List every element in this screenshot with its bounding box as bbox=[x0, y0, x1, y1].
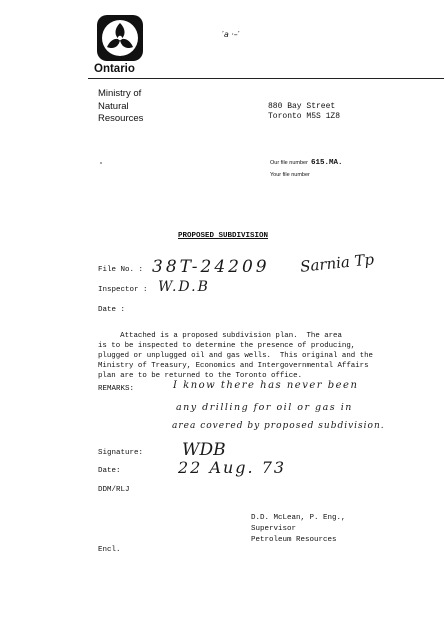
inspector-value: W.D.B bbox=[158, 279, 210, 295]
address-line: 880 Bay Street bbox=[268, 102, 336, 111]
signature-label: Signature: bbox=[98, 449, 144, 457]
remarks-line: area covered by proposed subdivision. bbox=[172, 421, 385, 431]
address-line: Toronto M5S 1Z8 bbox=[268, 112, 341, 121]
instructions-paragraph bbox=[98, 331, 398, 381]
typist-initials: DDM/RLJ bbox=[98, 486, 130, 494]
signoff-line: Supervisor bbox=[251, 525, 297, 533]
inspector-label: Inspector : bbox=[98, 286, 148, 294]
signoff-line: Petroleum Resources bbox=[251, 536, 337, 544]
remarks-line: I know there has never been bbox=[173, 380, 359, 391]
paragraph-line: plan are to be returned to the Toronto office. bbox=[98, 372, 303, 380]
signoff-line: D.D. McLean, P. Eng., bbox=[251, 514, 346, 522]
remarks-line: any drilling for oil or gas in bbox=[176, 402, 353, 413]
file-no-note: Sarnia Tp bbox=[299, 250, 375, 276]
paragraph-line: Attached is a proposed subdivision plan. The area bbox=[98, 332, 342, 340]
our-file-value: 615.MA. bbox=[310, 159, 343, 167]
ministry-name bbox=[98, 88, 143, 126]
date-label: Date : bbox=[98, 306, 126, 314]
stray-dot bbox=[100, 162, 102, 164]
file-reference bbox=[270, 157, 342, 181]
ministry-line: Natural bbox=[98, 100, 129, 112]
your-file-label: Your file number bbox=[270, 172, 310, 178]
enclosure: Encl. bbox=[98, 546, 121, 554]
org-name: Ontario bbox=[94, 63, 135, 75]
remarks-label: REMARKS: bbox=[98, 385, 135, 393]
file-no-value: 38T-24209 bbox=[152, 257, 270, 277]
address bbox=[268, 102, 340, 122]
our-file-label: Our file number bbox=[270, 160, 308, 166]
paragraph-line: Ministry of Treasury, Economics and Intergovernmental Affairs bbox=[98, 362, 369, 370]
signature-date-label: Date: bbox=[98, 467, 121, 475]
signoff-block bbox=[251, 513, 346, 546]
header-rule bbox=[88, 78, 444, 79]
paragraph-line: plugged or unplugged oil and gas wells. This original and the bbox=[98, 352, 373, 360]
paragraph-line: is to be inspected to determine the presence of producing, bbox=[98, 342, 356, 350]
signature-date-value: 22 Aug. 73 bbox=[178, 458, 287, 477]
ministry-line: Ministry of bbox=[98, 88, 142, 99]
signature-value: WDB bbox=[182, 440, 226, 460]
ministry-line: Resources bbox=[98, 113, 144, 124]
document-title: PROPOSED SUBDIVISION bbox=[178, 232, 269, 240]
corner-handwritten-mark: ′a ·–′ bbox=[222, 30, 240, 39]
trillium-logo bbox=[96, 14, 144, 62]
file-no-label: File No. : bbox=[98, 266, 144, 274]
